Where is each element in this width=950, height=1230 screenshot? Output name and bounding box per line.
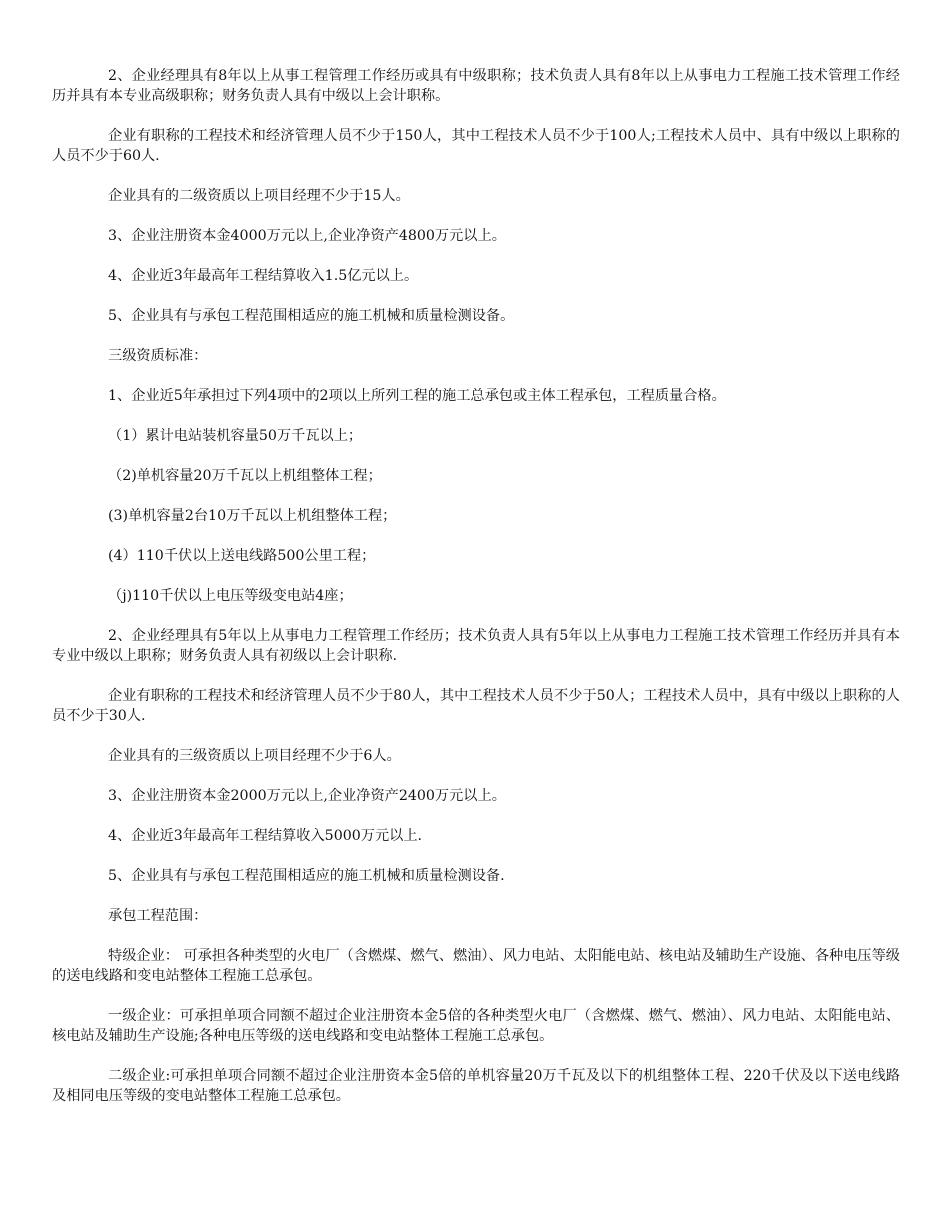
paragraph-staff-requirements-level2: 企业有职称的工程技术和经济管理人员不少于150人，其中工程技术人员不少于100人;工程技术人员中、具有中级以上职称的人员不少于60人. [52,128,900,164]
paragraph-special-grade-scope: 特级企业： 可承担各种类型的火电厂（含燃煤、燃气、燃油）、风力电站、太阳能电站、核电站及辅助生产设施、各种电压等级的送电线路和变电站整体工程施工总承包。 [52,948,900,984]
paragraph-registered-capital-level2: 3、企业注册资本金4000万元以上,企业净资产4800万元以上。 [108,228,506,244]
paragraph-project-managers-level3: 企业具有的三级资质以上项目经理不少于6人。 [108,748,401,764]
paragraph-equipment-level3: 5、企业具有与承包工程范围相适应的施工机械和质量检测设备. [108,868,505,884]
paragraph-registered-capital-level3: 3、企业注册资本金2000万元以上,企业净资产2400万元以上。 [108,788,506,804]
paragraph-manager-qualification-level3: 2、企业经理具有5年以上从事电力工程管理工作经历；技术负责人具有5年以上从事电力工程施工技术管理工作经历并具有本专业中级以上职称；财务负责人具有初级以上会计职称. [52,628,900,664]
list-item: （j)110千伏以上电压等级变电站4座； [108,588,353,604]
paragraph-revenue-level3: 4、企业近3年最高年工程结算收入5000万元以上. [108,828,423,844]
section-heading-level3-standard: 三级资质标准： [108,348,208,364]
list-item: （2)单机容量20万千瓦以上机组整体工程； [108,468,382,484]
paragraph-manager-qualification-level2: 2、企业经理具有8年以上从事工程管理工作经历或具有中级职称；技术负责人具有8年以上从事电力工程施工技术管理工作经历并具有本专业高级职称；财务负责人具有中级以上会计职称。 [52,68,900,104]
paragraph-grade-two-scope: 二级企业:可承担单项合同额不超过企业注册资本金5倍的单机容量20万千瓦及以下的机组整体工程、220千伏及以下送电线路及相同电压等级的变电站整体工程施工总承包。 [52,1068,900,1104]
list-item: （1）累计电站装机容量50万千瓦以上； [108,428,363,444]
section-heading-contract-scope: 承包工程范围： [108,908,208,924]
paragraph-grade-one-scope: 一级企业：可承担单项合同额不超过企业注册资本金5倍的各种类型火电厂（含燃煤、燃气、燃油）、风力电站、太阳能电站、核电站及辅助生产设施;各种电压等级的送电线路和变电站整体工程施工总承包。 [52,1008,900,1044]
paragraph-revenue-level2: 4、企业近3年最高年工程结算收入1.5亿元以上。 [108,268,419,284]
list-item: (3)单机容量2台10万千瓦以上机组整体工程； [108,508,397,524]
paragraph-equipment-level2: 5、企业具有与承包工程范围相适应的施工机械和质量检测设备。 [108,308,515,324]
document-body [52,66,900,1126]
paragraph-project-managers-level2: 企业具有的二级资质以上项目经理不少于15人。 [108,188,410,204]
paragraph-staff-requirements-level3: 企业有职称的工程技术和经济管理人员不少于80人，其中工程技术人员不少于50人；工程技术人员中，具有中级以上职称的人员不少于30人. [52,688,900,724]
paragraph-project-experience-level3: 1、企业近5年承担过下列4项中的2项以上所列工程的施工总承包或主体工程承包，工程质量合格。 [108,388,726,404]
list-item: (4）110千伏以上送电线路500公里工程； [108,548,376,564]
